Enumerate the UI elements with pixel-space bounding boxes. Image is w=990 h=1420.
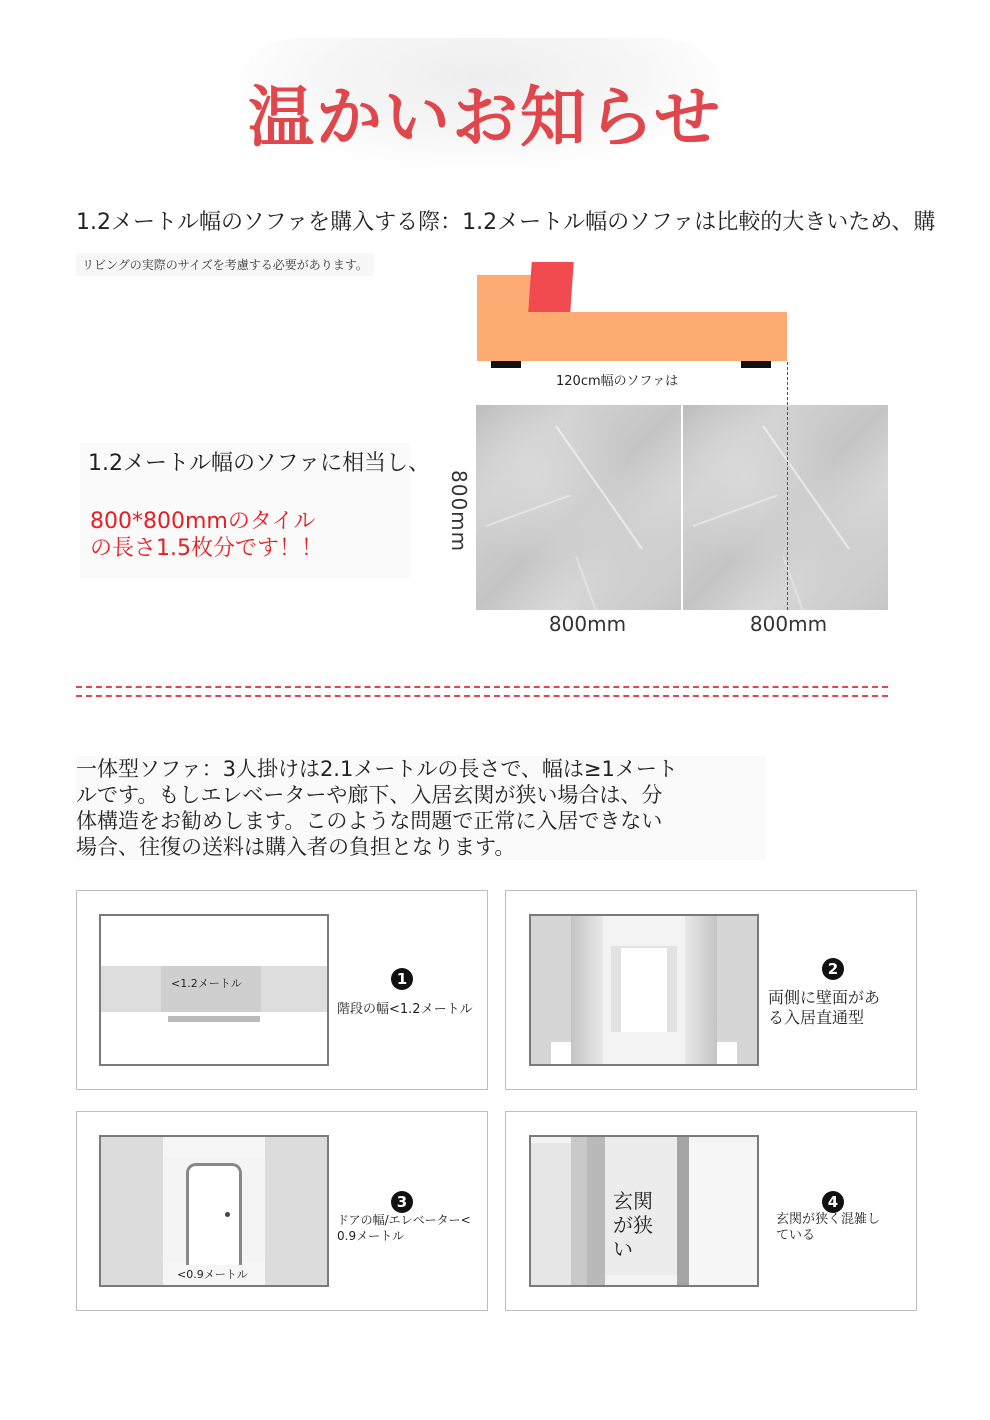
panel-4-label-line-1: 玄関が狭く混雑し [776, 1212, 881, 1227]
panel-1-label: 階段の幅<1.2メートル [337, 1002, 473, 1017]
sofa-seat [477, 312, 787, 361]
panel-3-label-line-1: ドアの幅/エレベーター< [337, 1213, 471, 1227]
number-badge-3: 3 [391, 1191, 413, 1213]
sofa-pillow [528, 262, 573, 312]
dashed-divider [76, 680, 888, 702]
entrance-inner-text-3: い [613, 1237, 633, 1261]
equivalence-highlight-2: の長さ1.5枚分です！！ [90, 536, 323, 561]
panel-3-label-line-2: 0.9メートル [337, 1229, 405, 1243]
equivalence-highlight [90, 508, 323, 562]
stairs-scene [99, 914, 329, 1066]
number-badge-1: 1 [391, 968, 413, 990]
door-scene [99, 1135, 329, 1287]
sofa-back-space [537, 262, 787, 312]
panel-2-label-line-1: 両側に壁面があ [768, 988, 881, 1007]
page-title: 温かいお知らせ [247, 79, 723, 156]
panel-2-label-line-2: る入居直通型 [768, 1008, 865, 1027]
stairs-width-label: <1.2メートル [171, 977, 242, 990]
panel-2-label [768, 988, 880, 1028]
entrance-scene [529, 1135, 759, 1287]
marble-tile-1 [476, 405, 681, 610]
panel-4-label-line-2: ている [776, 1228, 816, 1243]
entrance-inner-text [613, 1189, 653, 1261]
equivalence-highlight-1: 800*800mmのタイル [90, 509, 316, 534]
panel-door [76, 1111, 488, 1311]
sofa-subtext: リビングの実際のサイズを考慮する必要があります。 [76, 253, 374, 276]
sofa-leg-right [741, 361, 771, 368]
number-badge-2: 2 [822, 958, 844, 980]
notice-line-4: 場合、往復の送料は購入者の負担となります。 [76, 835, 516, 859]
sofa-leg-left [491, 361, 521, 368]
notice-line-3: 体構造をお勧めします。このような問題で正常に入居できない [76, 809, 663, 833]
sofa-width-label: 120cm幅のソファは [556, 374, 679, 389]
corridor-scene [529, 914, 759, 1066]
notice-line-1: 一体型ソファ：3人掛けは2.1メートルの長さで、幅は≥1メート [76, 757, 678, 781]
notice-line-2: ルです。もしエレベーターや廊下、入居玄関が狭い場合は、分 [76, 783, 663, 807]
tile-width-label-2: 800mm [749, 612, 828, 636]
entrance-inner-text-2: が狭 [613, 1213, 653, 1237]
equivalence-line: 1.2メートル幅のソファに相当し、 [88, 451, 431, 476]
panel-corridor [505, 890, 917, 1090]
tile-width-label-1: 800mm [548, 612, 627, 636]
panel-3-label [337, 1212, 471, 1244]
number-badge-4: 4 [822, 1191, 844, 1213]
sofa-edge-dashed-line [787, 362, 788, 610]
panel-stairs [76, 890, 488, 1090]
marble-tile-2 [683, 405, 888, 610]
sofa-headline: 1.2メートル幅のソファを購入する際：1.2メートル幅のソファは比較的大きいため、購 [76, 210, 936, 235]
door-width-label: <0.9メートル [177, 1268, 248, 1281]
notice-paragraph [76, 756, 766, 860]
entrance-inner-text-1: 玄関 [613, 1189, 653, 1213]
panel-entrance [505, 1111, 917, 1311]
panel-4-label [776, 1212, 880, 1244]
tile-height-label: 800mm [447, 470, 471, 553]
